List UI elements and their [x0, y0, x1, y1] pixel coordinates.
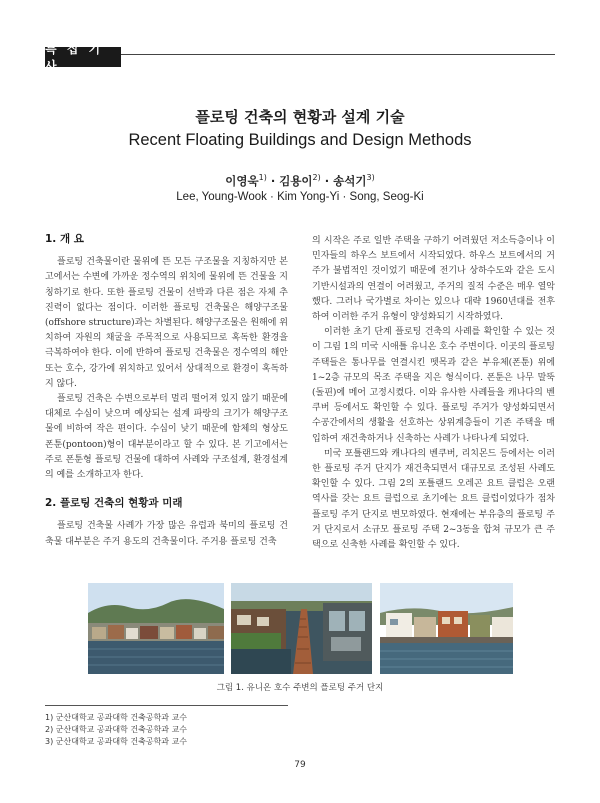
header-rule	[45, 54, 555, 55]
right-column	[312, 234, 555, 553]
footnote: 2) 군산대학교 공과대학 건축공학과 교수	[45, 725, 188, 734]
author-sep: ·	[266, 174, 280, 188]
page-number: 79	[294, 760, 306, 770]
section-heading-overview: 1. 개 요	[45, 233, 84, 245]
footnotes	[45, 712, 187, 748]
footnote: 3) 군산대학교 공과대학 건축공학과 교수	[45, 737, 188, 746]
author-name: 김용이	[279, 174, 313, 188]
author-name: 이영욱	[225, 174, 259, 188]
figure-photo-dock-walkway	[231, 583, 372, 674]
figure-caption: 그림 1. 유니온 호수 주변의 플로팅 주거 단지	[216, 683, 384, 693]
paragraph: 플로팅 건축물 사례가 가장 많은 유럽과 북미의 플로팅 건축물 대부분은 주거 용도의 건축물이다. 주거용 플로팅 건축	[45, 521, 288, 547]
figure-photo-houseboats	[380, 583, 513, 674]
author-name: 송석기	[333, 174, 367, 188]
authors-english: Lee, Young-Wook · Kim Yong-Yi · Song, Seog-Ki	[176, 191, 424, 203]
author-sup: 2)	[312, 173, 321, 183]
paragraph: 미국 포틀랜드와 캐나다의 벤쿠버, 리치몬드 등에서는 이러한 플로팅 주거 단지가 재건축되면서 대규모로 조성된 사례도 확인할 수 있다. 그림 2의 포틀랜드 오레곤 요트 클럽은 오랜 역사를 갖는 요트 클럽으로 초기에는 요트 클럽이었다가 점차 플로팅 주거 단지로 변모하였다. 현재에는 부유층의 플로팅 주거 단지로서 소규모 플로팅 주택 2~3동을 합쳐 규모가 큰 주택으로 신축한 사례를 확인할 수 있다.	[312, 448, 555, 551]
title-korean: 플로팅 건축의 현황과 설계 기술	[195, 108, 405, 126]
paragraph: 플로팅 건축은 수변으로부터 멀리 떨어져 있지 않기 때문에 대체로 수심이 낮으며 예상되는 설계 파랑의 크기가 해양구조물에 비하여 작은 편이다. 수심이 낮기 때문에 함체의 형상도 폰툰(pontoon)형이 대부분이라고 할 수 있다. 본 기고에서는 주로 폰툰형 플로팅 건물에 대하여 사례와 구조설계, 환경설계의 예를 소개하고자 한다.	[45, 394, 288, 481]
author-sup: 1)	[258, 173, 267, 183]
section-heading-status: 2. 플로팅 건축의 현황과 미래	[45, 497, 183, 510]
figure-photo-lake-houses	[88, 583, 224, 674]
section-badge: 특 집 기 사	[45, 47, 121, 67]
title-english: Recent Floating Buildings and Design Methods	[128, 131, 472, 149]
author-sup: 3)	[366, 173, 375, 183]
authors-korean	[0, 173, 600, 189]
paragraph: 의 시작은 주로 일반 주택을 구하기 어려웠던 저소득층이나 이민자들의 하우스 보트에서 시작되었다. 하우스 보트에서의 거주가 불법적인 것이었기 때문에 전기나 상하수도와 같은 도시 기반시설과의 연결이 어려웠고, 주거의 질적 수준은 매우 열악했다. 그러나 국가별로 차이는 있으나 대략 1960년대를 전후하여 이러한 주거 유형이 양성화되기 시작하였다.	[312, 236, 555, 323]
author-sep: ·	[320, 174, 334, 188]
left-column	[45, 232, 288, 550]
paragraph: 이러한 초기 단계 플로팅 건축의 사례를 확인할 수 있는 것이 그림 1의 미국 시애틀 유니온 호수 주변이다. 이곳의 플로팅 주택들은 통나무를 연결시킨 뗏목과 같은 부유체(폰툰) 위에 1~2층 규모의 목조 주택을 지은 형식이다. 폰툰은 나무 말뚝(돌핀)에 메어 고정시켰다. 이와 유사한 사례들을 캐나다의 벤쿠버 등에서도 확인할 수 있다. 플로팅 주거가 양성화되면서 수공간에서의 생활을 선호하는 상위계층들이 기존 주택을 매입하여 재건축하거나 신축하는 사례가 나타나게 되었다.	[312, 327, 555, 444]
footnote: 1) 군산대학교 공과대학 건축공학과 교수	[45, 713, 188, 722]
footnote-rule	[45, 705, 288, 706]
paragraph: 플로팅 건축물이란 물위에 뜬 모든 구조물을 지칭하지만 본고에서는 수변에 가까운 정수역의 위치에 물위에 뜬 건물을 지칭하기로 한다. 또한 플로팅 건물이 선박과 다른 점은 자체 추진력이 없다는 점이다. 이러한 플로팅 건축물은 해양구조물(offshore structure)과는 차별된다. 해양구조물은 원해에 위치하여 자원의 채굴을 주목적으로 사용되므로 혹독한 환경을 극복하여야 한다. 이에 반하여 플로팅 건축물은 정수역의 해안 또는 호수, 강가에 위치하고 있어서 상대적으로 환경이 혹독하지 않다.	[45, 257, 288, 389]
